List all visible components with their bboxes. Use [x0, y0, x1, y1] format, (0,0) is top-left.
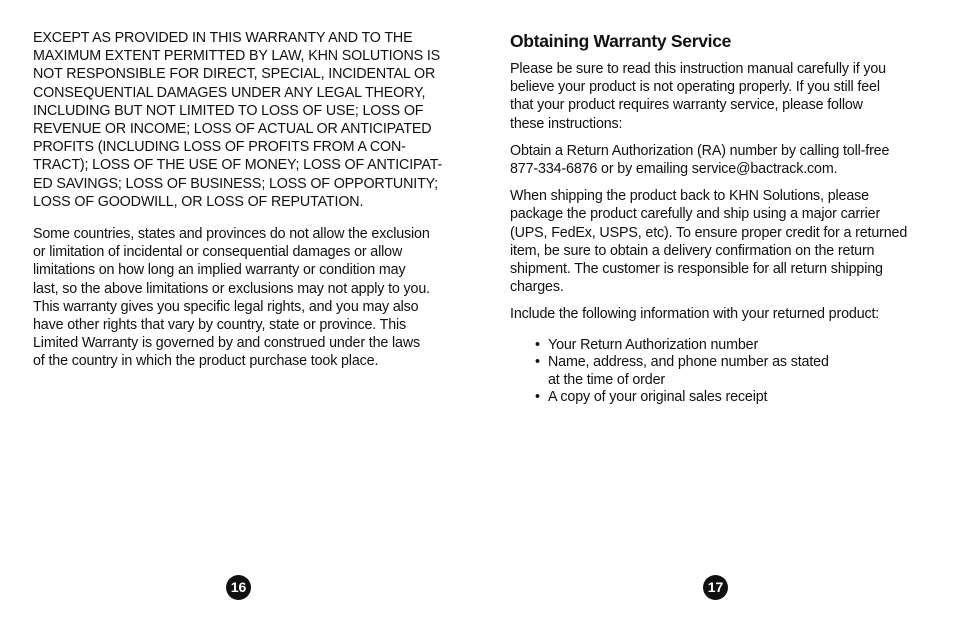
return-info-list	[510, 337, 915, 407]
bullet-icon: •	[535, 389, 540, 406]
section-heading: Obtaining Warranty Service	[510, 31, 732, 51]
left-column	[33, 29, 445, 371]
bullet-icon: •	[535, 336, 540, 353]
bullet-icon: •	[535, 354, 540, 371]
jurisdiction-paragraph: Some countries, states and provinces do not allow the exclusion or limitation of incidental or consequential damages or allow limitations on how long an implied warranty or condition may last, so the above limitations or exclusions may not apply to you. This warranty gives you specific legal rights, and you may also have other rights that vary by country, state or province. This Limited Warranty is governed by and construed under the laws of the country in which the product purchase took place.	[33, 226, 430, 370]
right-page	[477, 0, 954, 626]
ra-instructions-paragraph: Obtain a Return Authorization (RA) number by calling toll-free 877-334-6876 or by emailing service@bactrack.com.	[510, 142, 890, 178]
right-column	[510, 29, 915, 407]
list-item	[535, 354, 915, 389]
liability-disclaimer: EXCEPT AS PROVIDED IN THIS WARRANTY AND TO THE MAXIMUM EXTENT PERMITTED BY LAW, KHN SOLUTIONS IS NOT RESPONSIBLE FOR DIRECT, SPECIAL, INCIDENTAL OR CONSEQUENTIAL DAMAGES UNDER ANY LEGAL THEORY, INCLUDING BUT NOT LIMITED TO LOSS OF USE; LOSS OF REVENUE OR INCOME; LOSS OF ACTUAL OR ANTICIPATED PROFITS (INCLUDING LOSS OF PROFITS FROM A CON- TRACT); LOSS OF THE USE OF MONEY; LOSS OF ANTICIPAT- ED SAVINGS; LOSS OF BUSINESS; LOSS OF OPPORTUNITY; LOSS OF GOODWILL, OR LOSS OF REPUTATION.	[33, 30, 443, 210]
list-item-text: Your Return Authorization number	[548, 336, 759, 353]
include-intro-paragraph: Include the following information with your returned product:	[510, 306, 880, 323]
page-number-17: 17	[703, 575, 728, 600]
list-item	[535, 389, 915, 407]
list-item	[535, 337, 915, 355]
list-item-text: A copy of your original sales receipt	[548, 389, 768, 406]
intro-paragraph: Please be sure to read this instruction manual carefully if you believe your product is not operating properly. If you still feel that your product requires warranty service, please follow these instructions:	[510, 61, 886, 132]
shipping-instructions-paragraph: When shipping the product back to KHN Solutions, please package the product carefully and ship using a major carrier (UPS, FedEx, USPS, etc). To ensure proper credit for a returned item, be sure to obtain a delivery confirmation on the return shipment. The customer is responsible for all return shipping charges.	[510, 188, 908, 296]
page-number-16: 16	[226, 575, 251, 600]
list-item-text: Name, address, and phone number as stated at the time of order	[548, 354, 829, 388]
